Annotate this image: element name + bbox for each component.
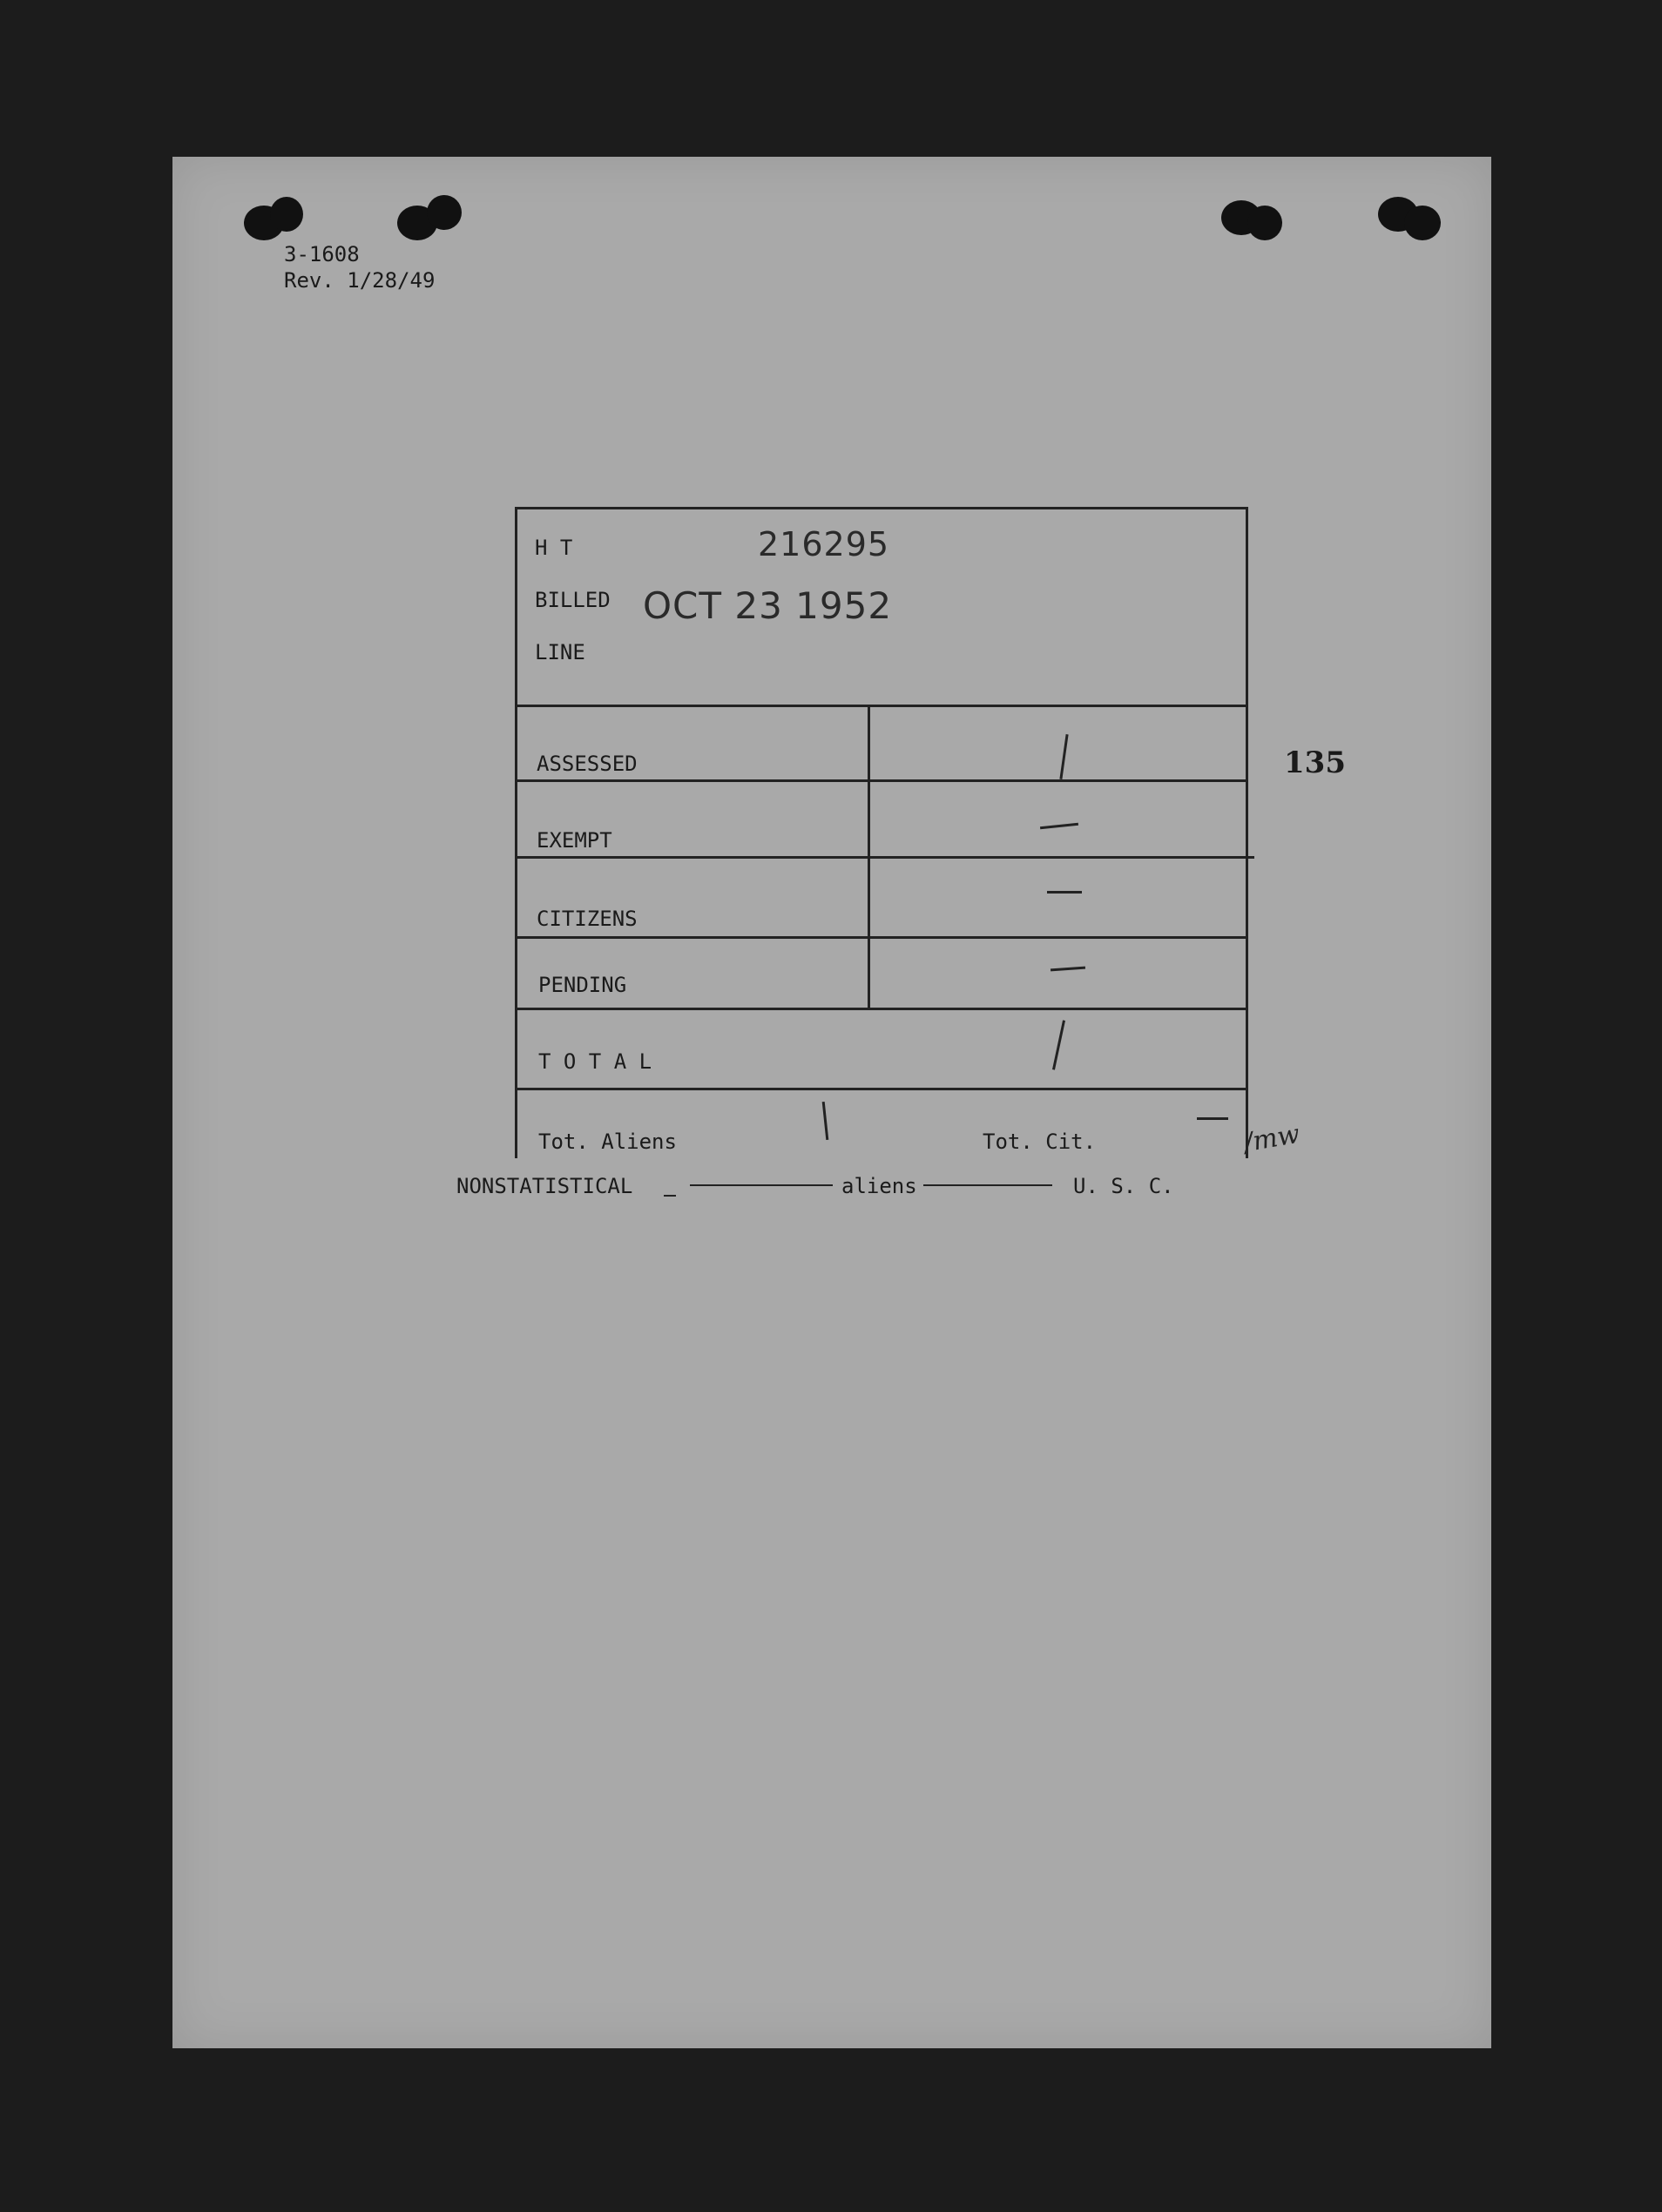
- column-divider: [868, 705, 870, 1009]
- assessed-tally: [1059, 734, 1068, 779]
- billed-date-stamp: OCT 23 1952: [643, 584, 893, 627]
- pending-label: PENDING: [538, 973, 627, 997]
- total-aliens-label: Tot. Aliens: [538, 1130, 677, 1154]
- total-citizens-label: Tot. Cit.: [983, 1130, 1097, 1154]
- form-code: 3-1608: [284, 242, 360, 266]
- total-tally: [1052, 1020, 1065, 1069]
- divider: [517, 1008, 1246, 1010]
- total-aliens-tally: [822, 1102, 829, 1140]
- punch-hole: [270, 197, 303, 232]
- nonstatistical-blank: [923, 1184, 1052, 1186]
- ht-label: H T: [535, 536, 573, 560]
- nonstatistical-line: [456, 1174, 632, 1198]
- line-label: LINE: [535, 640, 585, 664]
- punch-hole: [427, 195, 462, 230]
- form-revision: Rev. 1/28/49: [284, 268, 436, 293]
- nonstatistical-label: NONSTATISTICAL: [456, 1174, 633, 1198]
- billed-label: BILLED: [535, 588, 611, 612]
- citizens-label: CITIZENS: [537, 907, 638, 931]
- divider: [517, 779, 1246, 782]
- nonstatistical-aliens-label: aliens: [841, 1174, 917, 1198]
- ht-number-stamp: 216295: [758, 525, 890, 563]
- page-number: 135: [1284, 745, 1346, 780]
- exempt-tally: [1040, 823, 1078, 830]
- divider: [517, 936, 1246, 939]
- pending-tally: [1051, 967, 1085, 972]
- nonstatistical-blank: [690, 1184, 833, 1186]
- punch-hole: [1404, 206, 1441, 240]
- divider: [517, 1088, 1246, 1090]
- manifest-tally-box: [515, 507, 1248, 1158]
- usc-label: U. S. C.: [1073, 1174, 1174, 1198]
- initials: /mw: [1241, 1118, 1302, 1159]
- form-sheet: [172, 157, 1491, 2048]
- punch-hole: [1247, 206, 1282, 240]
- total-citizens-tally: [1197, 1117, 1228, 1120]
- total-label: T O T A L: [538, 1049, 652, 1074]
- divider: [517, 705, 1246, 707]
- assessed-label: ASSESSED: [537, 752, 638, 776]
- divider: [517, 856, 1254, 859]
- citizens-tally: [1047, 891, 1082, 894]
- nonstatistical-blank: [664, 1195, 676, 1197]
- exempt-label: EXEMPT: [537, 828, 612, 853]
